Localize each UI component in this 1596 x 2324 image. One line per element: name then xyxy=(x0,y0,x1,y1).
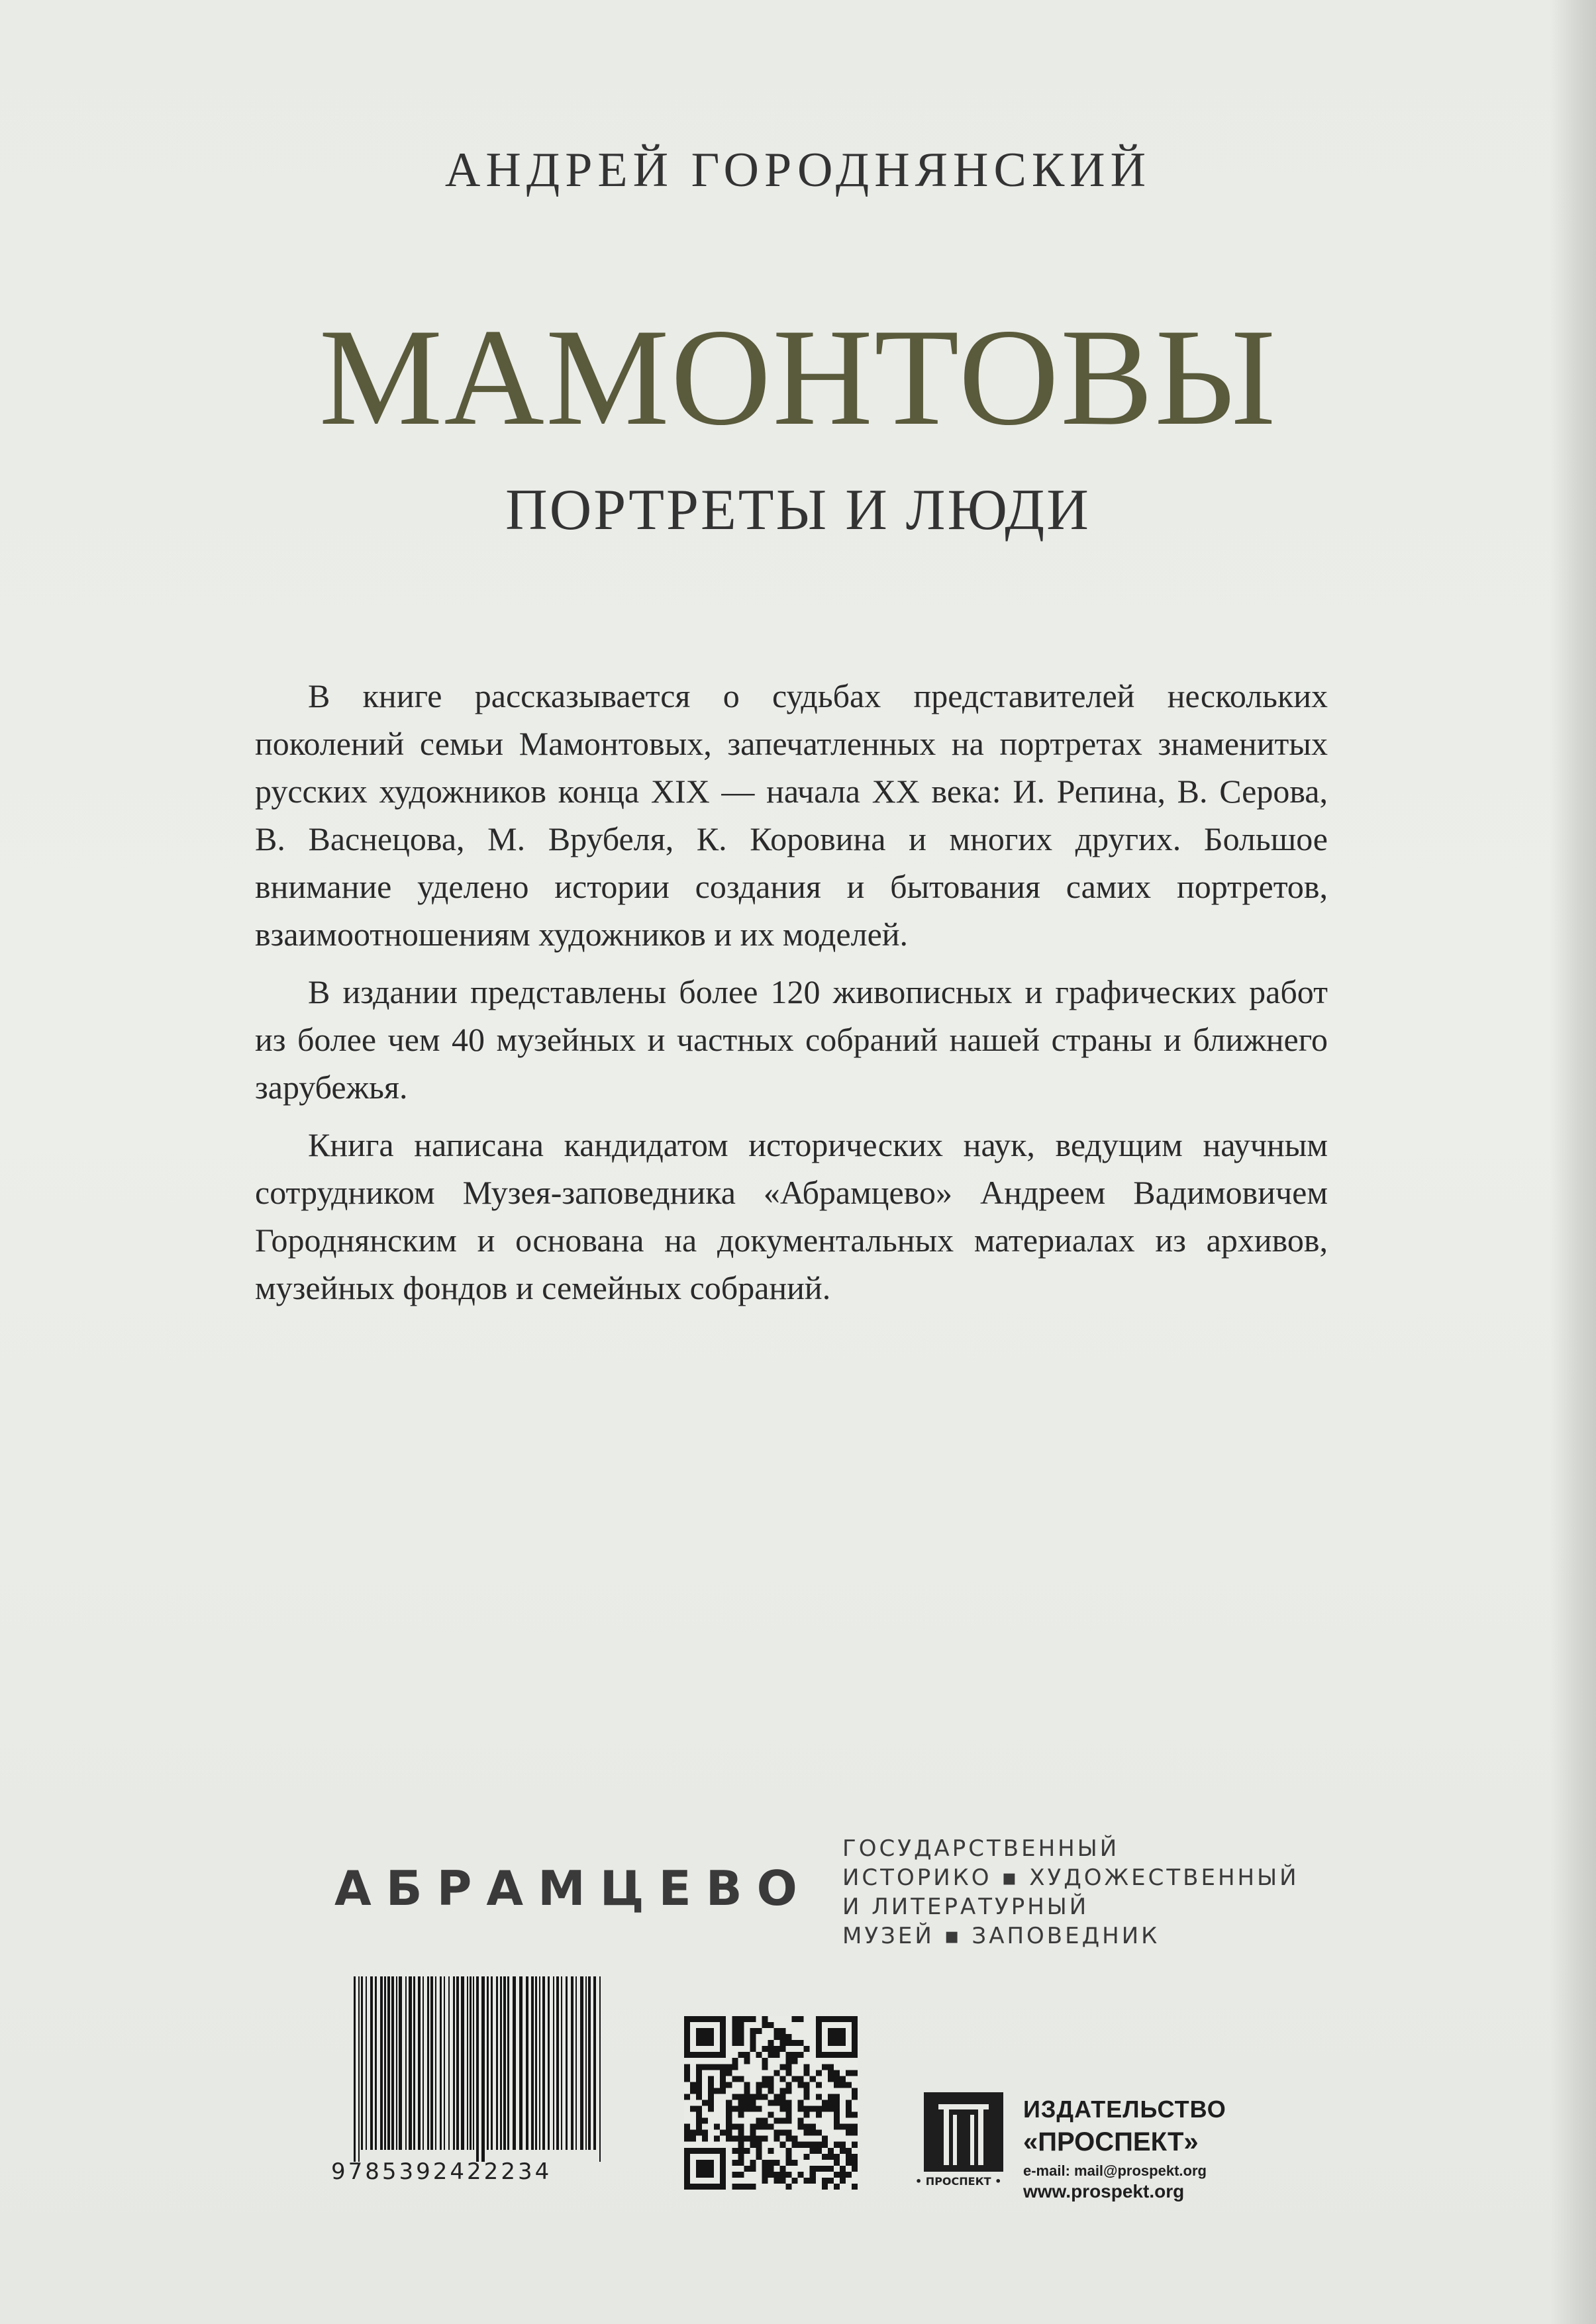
book-title: МАМОНТОВЫ xyxy=(319,301,1277,454)
museum-line-1: ГОСУДАРСТВЕННЫЙ xyxy=(842,1835,1120,1862)
annotation-paragraph-1: В книге рассказывается о судьбах представителей нескольких поколений семьи Мамонтовых, запечатленных на портретах знаменитых русских художников конца XIX — начала XX века: И. Репина, В. Серова, В. Васнецова, М. Врубеля, К. Коровина и многих других. Большое внимание уделено истории создания и бытования самих портретов, взаимоотношениям художников и их моделей. xyxy=(255,677,1328,953)
book-subtitle: ПОРТРЕТЫ И ЛЮДИ xyxy=(505,478,1091,542)
publisher-email: e-mail: mail@prospekt.org xyxy=(1023,2162,1207,2179)
publisher-logo-caption: • ПРОСПЕКТ • xyxy=(915,2175,1002,2188)
annotation-paragraph-3: Книга написана кандидатом исторических наук, ведущим научным сотрудником Музея-заповедника «Абрамцево» Андреем Вадимовичем Городнянским и основана на документальных материалах из архивов, музейных фондов и семейных собраний. xyxy=(255,1126,1328,1306)
publisher-website: www.prospekt.org xyxy=(1023,2181,1185,2202)
barcode-icon xyxy=(351,1976,606,2162)
museum-line-3: И ЛИТЕРАТУРНЫЙ xyxy=(842,1894,1089,1920)
author-name: АНДРЕЙ ГОРОДНЯНСКИЙ xyxy=(444,143,1152,197)
museum-description xyxy=(842,1834,1299,1951)
qr-code-icon xyxy=(684,2016,858,2190)
annotation-paragraph-2: В издании представлены более 120 живописных и графических работ из более чем 40 музейных и частных собраний нашей страны и ближнего зарубежья. xyxy=(255,973,1328,1106)
museum-line-4: МУЗЕЙ ▪ ЗАПОВЕДНИК xyxy=(842,1923,1160,1949)
isbn-number: 9785392422234 xyxy=(331,2158,552,2185)
museum-line-2: ИСТОРИКО ▪ ХУДОЖЕСТВЕННЫЙ xyxy=(842,1864,1299,1891)
prospekt-logo-icon xyxy=(924,2092,1003,2172)
publisher-info xyxy=(1023,2096,1226,2202)
abramtsevo-logo: АБРАМЦЕВО xyxy=(334,1861,812,1916)
publisher-name: «ПРОСПЕКТ» xyxy=(1023,2127,1199,2156)
publisher-label: ИЗДАТЕЛЬСТВО xyxy=(1023,2096,1226,2123)
annotation xyxy=(255,672,1328,1322)
